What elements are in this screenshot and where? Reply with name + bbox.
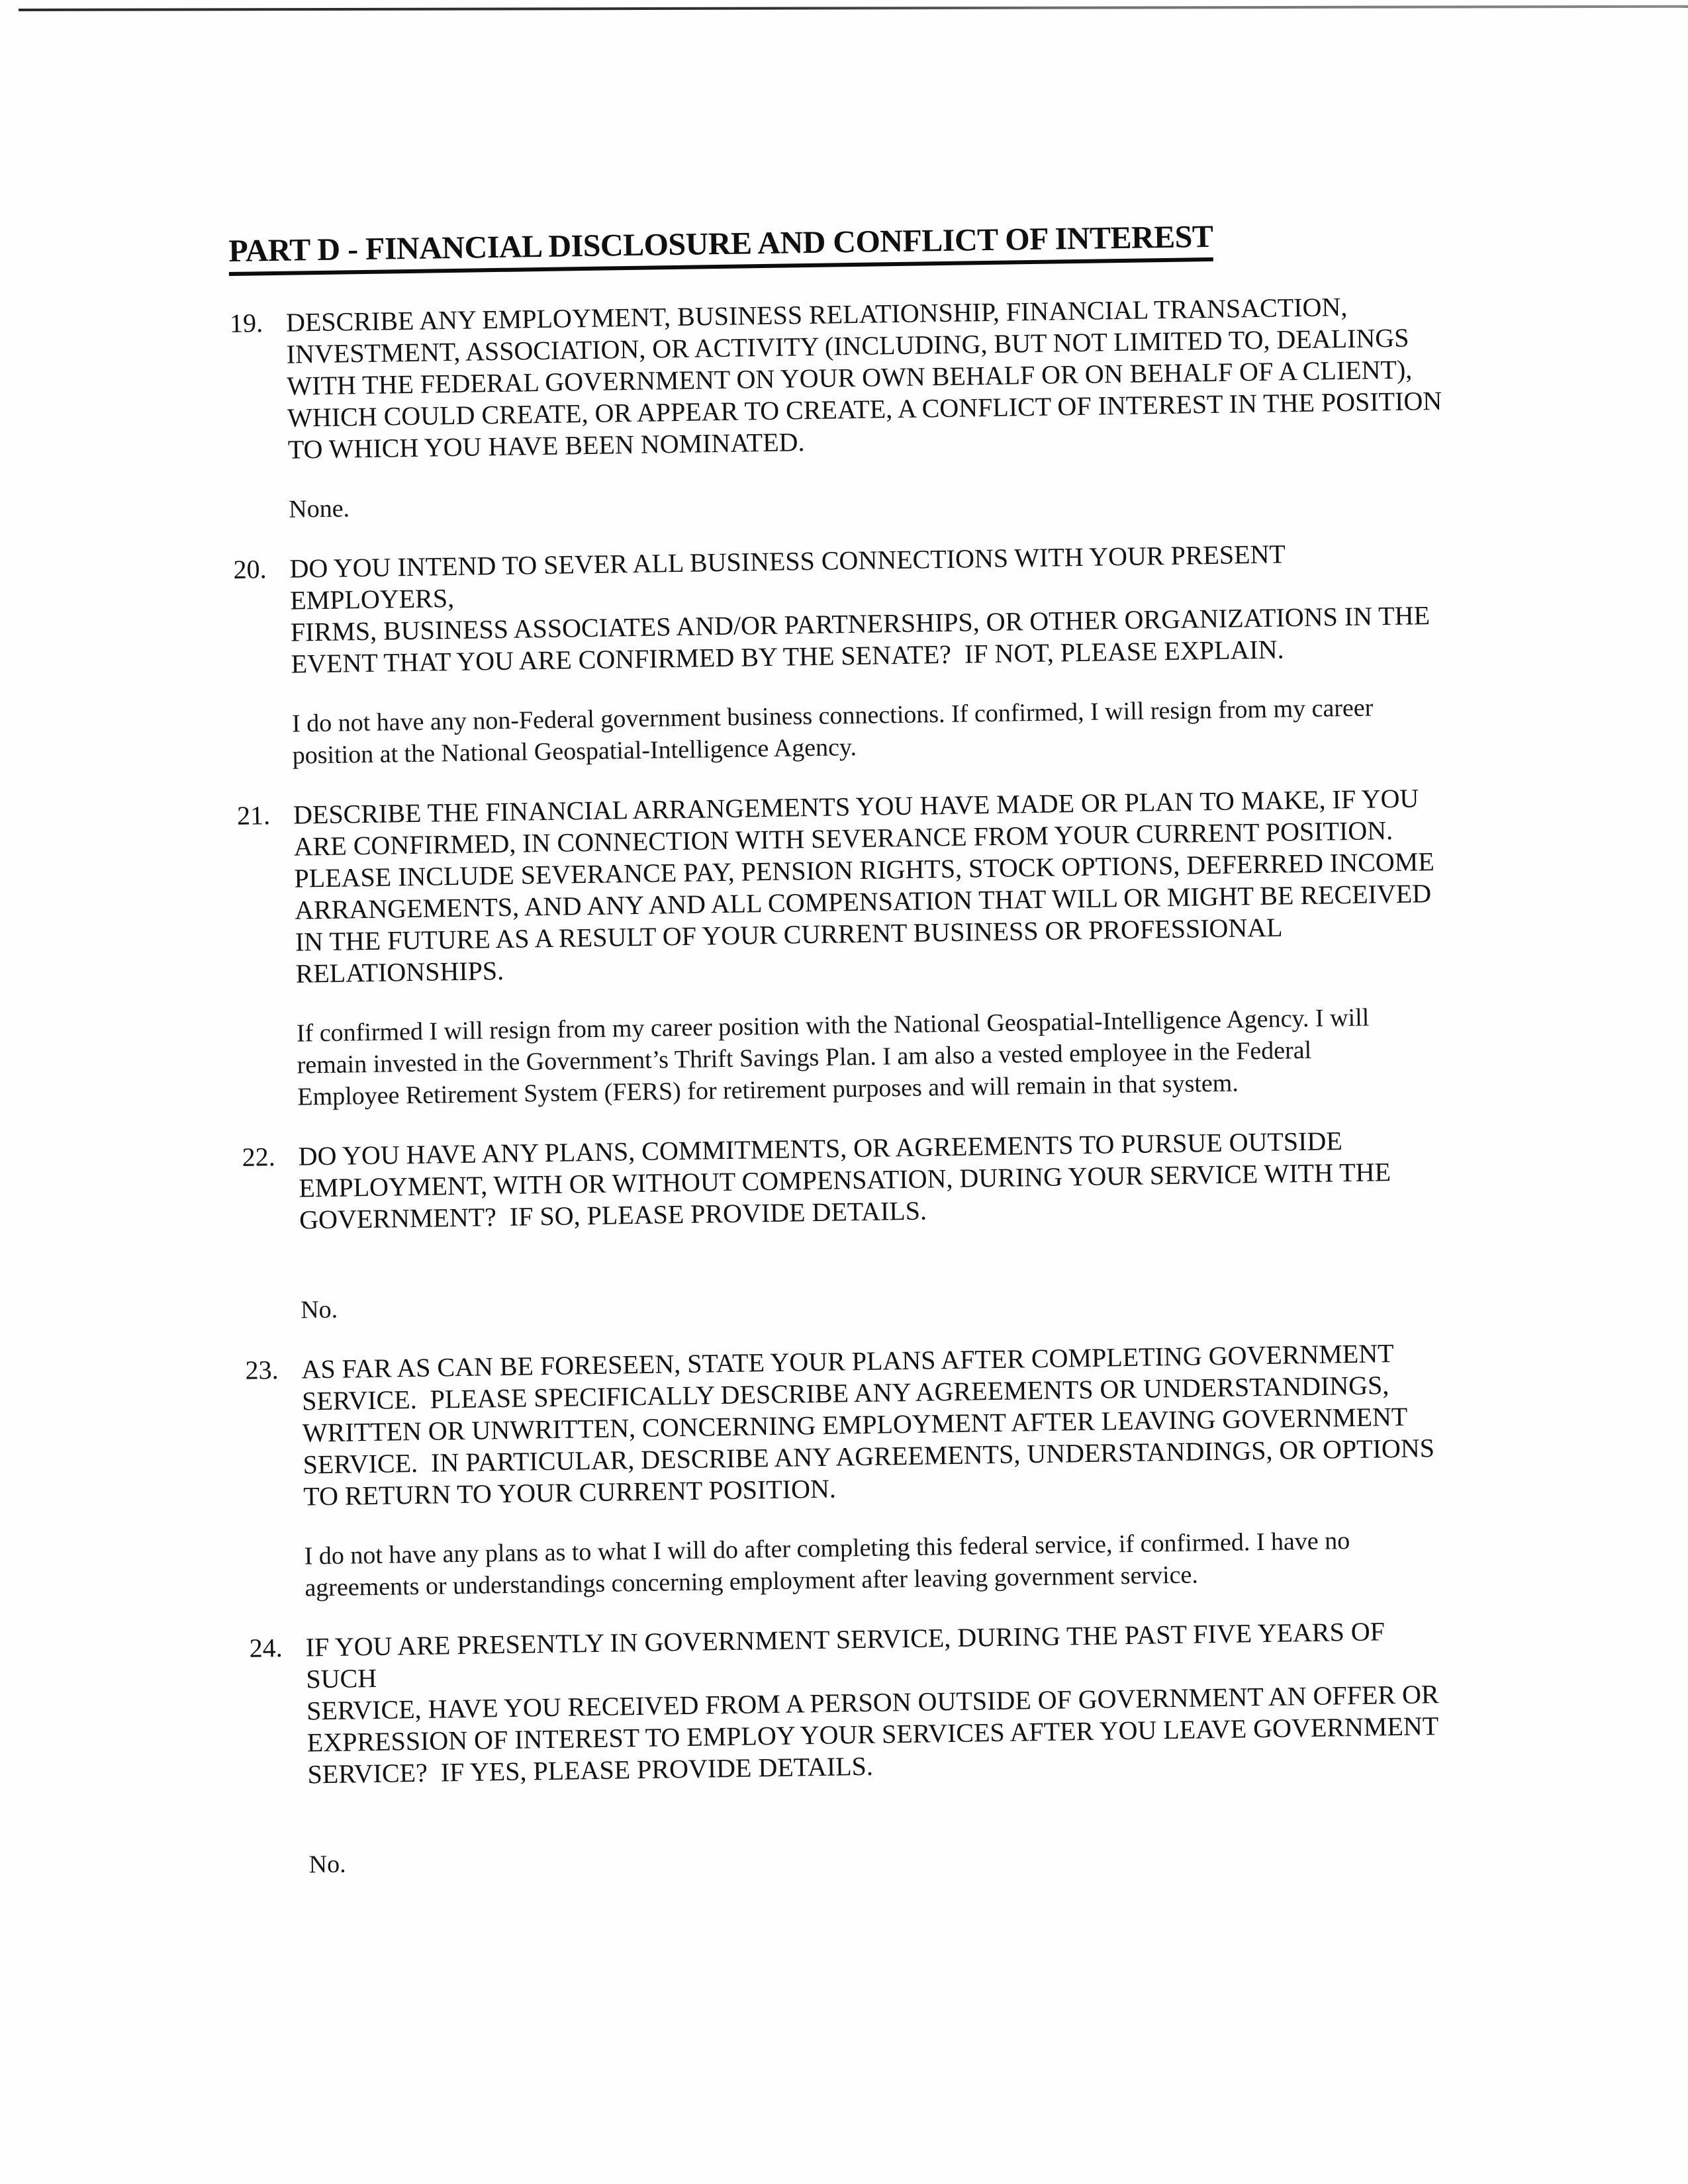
- answer-text: I do not have any non-Federal government business connections. If confirmed, I will resign from my career position at the National Geospatial-Intelligence Agency.: [291, 694, 1374, 770]
- question-number: 20.: [233, 554, 267, 584]
- question-text: DO YOU HAVE ANY PLANS, COMMITMENTS, OR AGREEMENTS TO PURSUE OUTSIDE EMPLOYMENT, WITH OR WITHOUT COMPENSATION, DURING YOUR SERVICE WITH THE GOVERNMENT? IF SO, PLEASE PROVIDE DETAILS.: [298, 1126, 1391, 1235]
- qa-item: [245, 1337, 1460, 1605]
- qa-item: [230, 290, 1444, 526]
- document-content: [228, 215, 1464, 1909]
- qa-item: [242, 1124, 1456, 1327]
- qa-list: [230, 290, 1464, 1882]
- question-body: [305, 1615, 1464, 1881]
- qa-item: [237, 782, 1453, 1114]
- qa-item: [249, 1615, 1464, 1882]
- answer-text: No.: [300, 1295, 338, 1324]
- part-d-title: PART D - FINANCIAL DISCLOSURE AND CONFLICT OF INTEREST: [228, 218, 1213, 276]
- question-body: [286, 290, 1444, 525]
- question-text: DO YOU INTEND TO SEVER ALL BUSINESS CONNECTIONS WITH YOUR PRESENT EMPLOYERS, FIRMS, BUSINESS ASSOCIATES AND/OR PARTNERSHIPS, OR OTHER ORGANIZATIONS IN THE EVENT THAT YOU ARE CONFIRMED BY THE SENATE? IF NOT, PLEASE EXPLAIN.: [289, 539, 1430, 679]
- question-text: AS FAR AS CAN BE FORESEEN, STATE YOUR PLANS AFTER COMPLETING GOVERNMENT SERVICE. PLEASE SPECIFICALLY DESCRIBE ANY AGREEMENTS OR UNDERSTANDINGS, WRITTEN OR UNWRITTEN, CONCERNING EMPLOYMENT AFTER LEAVING GOVERNMENT SERVICE. IN PARTICULAR, DESCRIBE ANY AGREEMENTS, UNDERSTANDINGS, OR OPTIONS TO RETURN TO YOUR CURRENT POSITION.: [301, 1338, 1435, 1512]
- question-text: IF YOU ARE PRESENTLY IN GOVERNMENT SERVICE, DURING THE PAST FIVE YEARS OF SUCH SERVICE, HAVE YOU RECEIVED FROM A PERSON OUTSIDE OF GOVERNMENT AN OFFER OR EXPRESSION OF INTEREST TO EMPLOY YOUR SERVICES AFTER YOU LEAVE GOVERNMENT SERVICE? IF YES, PLEASE PROVIDE DETAILS.: [305, 1616, 1439, 1790]
- question-number: 24.: [249, 1633, 283, 1663]
- question-body: [293, 782, 1453, 1113]
- answer-text: If confirmed I will resign from my career position with the National Geospatial-Intelligence Agency. I will remain invested in the Government’s Thrift Savings Plan. I am also a vested employee in the Federal Employee Retirement System (FERS) for retirement purposes and will remain in that system.: [296, 1003, 1370, 1111]
- answer-text: I do not have any plans as to what I will do after completing this federal service, if confirmed. I have no agreements or understandings concerning employment after leaving government service.: [304, 1527, 1350, 1602]
- question-number: 21.: [236, 800, 271, 831]
- question-text: DESCRIBE ANY EMPLOYMENT, BUSINESS RELATIONSHIP, FINANCIAL TRANSACTION, INVESTMENT, ASSOCIATION, OR ACTIVITY (INCLUDING, BUT NOT LIMITED TO, DEALINGS WITH THE FEDERAL GOVERNMENT ON YOUR OWN BEHALF OR ON BEHALF OF A CLIENT), WHICH COULD CREATE, OR APPEAR TO CREATE, A CONFLICT OF INTEREST IN THE POSITION TO WHICH YOU HAVE BEEN NOMINATED.: [285, 291, 1442, 465]
- qa-item: [233, 536, 1448, 772]
- answer-text: None.: [288, 494, 350, 523]
- answer-text: No.: [308, 1850, 346, 1879]
- question-body: [298, 1124, 1456, 1326]
- question-number: 23.: [245, 1355, 279, 1385]
- scan-edge-artifact-line: [19, 5, 1688, 11]
- question-number: 19.: [229, 308, 263, 338]
- question-body: [289, 536, 1448, 772]
- question-number: 22.: [242, 1142, 276, 1172]
- question-body: [301, 1337, 1460, 1604]
- question-text: DESCRIBE THE FINANCIAL ARRANGEMENTS YOU HAVE MADE OR PLAN TO MAKE, IF YOU ARE CONFIRMED, IN CONNECTION WITH SEVERANCE FROM YOUR CURRENT POSITION. PLEASE INCLUDE SEVERANCE PAY, PENSION RIGHTS, STOCK OPTIONS, DEFERRED INCOME ARRANGEMENTS, AND ANY AND ALL COMPENSATION THAT WILL OR MIGHT BE RECEIVED IN THE FUTURE AS A RESULT OF YOUR CURRENT BUSINESS OR PROFESSIONAL RELATIONSHIPS.: [293, 783, 1435, 989]
